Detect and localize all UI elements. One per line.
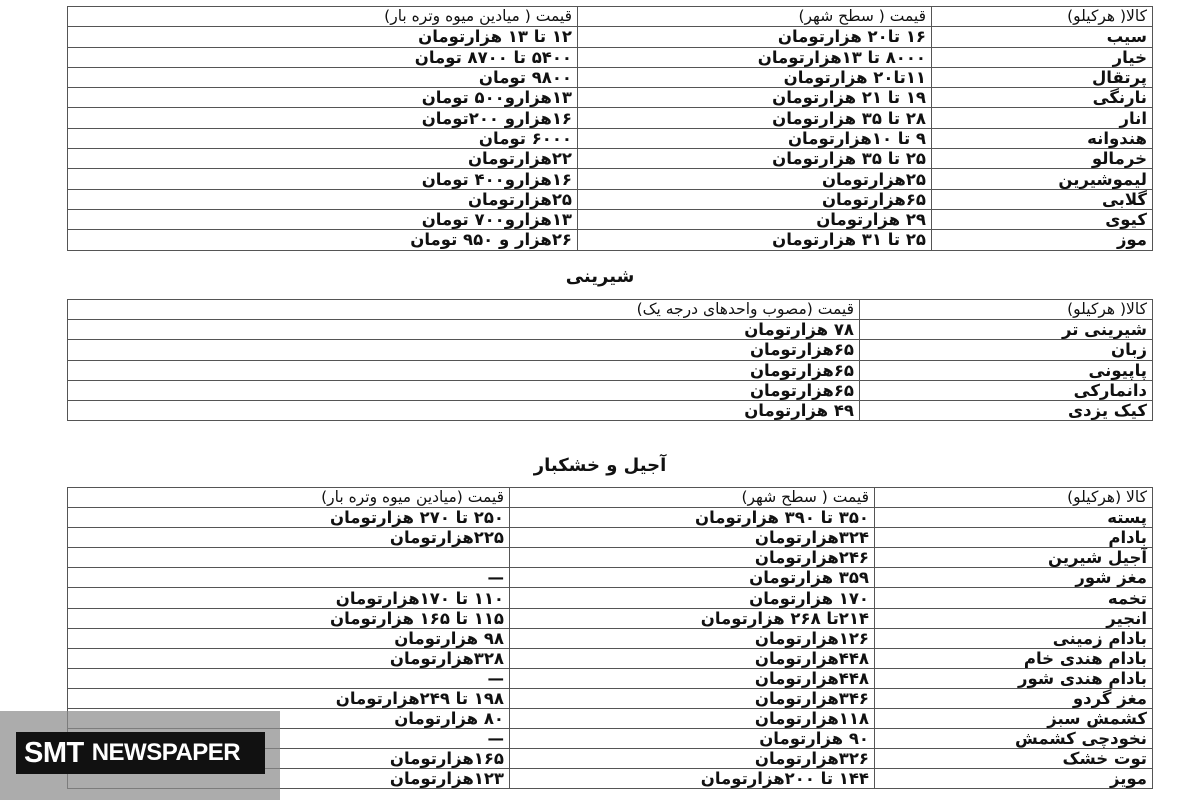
table-row xyxy=(68,528,1153,548)
cell-price-city: ۲۱۴تا ۲۶۸ هزارتومان xyxy=(510,608,875,628)
watermark-logo xyxy=(16,732,265,774)
cell-item: کیک یزدی xyxy=(860,400,1153,420)
cell-item: کیوی xyxy=(932,209,1153,229)
cell-price-city: ۸۰۰۰ تا ۱۳هزارتومان xyxy=(578,47,932,67)
cell-price-market: ۱۶هزارو ۲۰۰تومان xyxy=(68,108,578,128)
cell-price-city: ۲۸ تا ۳۵ هزارتومان xyxy=(578,108,932,128)
table-row xyxy=(68,608,1153,628)
cell-price-city: ۶۵هزارتومان xyxy=(68,360,860,380)
cell-price-city: ۳۲۶هزارتومان xyxy=(510,749,875,769)
column-header-item: کالا( هرکیلو) xyxy=(932,7,1153,27)
cell-item: بادام هندی شور xyxy=(875,668,1153,688)
table-row xyxy=(68,108,1153,128)
cell-price-market: ۸۰ هزارتومان xyxy=(68,709,510,729)
table-header-row xyxy=(68,300,1153,320)
cell-item: مغز گردو xyxy=(875,688,1153,708)
table-row xyxy=(68,688,1153,708)
cell-price-market: ۹۸ هزارتومان xyxy=(68,628,510,648)
cell-price-city: ۷۸ هزارتومان xyxy=(68,320,860,340)
cell-item: خرمالو xyxy=(932,149,1153,169)
cell-price-market: ۱۱۰ تا ۱۷۰هزارتومان xyxy=(68,588,510,608)
cell-price-market: — xyxy=(68,568,510,588)
cell-price-city: ۶۵هزارتومان xyxy=(68,380,860,400)
cell-price-city: ۲۵ تا ۳۵ هزارتومان xyxy=(578,149,932,169)
sweets-table-body xyxy=(68,300,1153,421)
cell-price-market: ۱۳هزارو۷۰۰ تومان xyxy=(68,209,578,229)
cell-price-city: ۳۴۶هزارتومان xyxy=(510,688,875,708)
table-row xyxy=(68,360,1153,380)
cell-item: کشمش سبز xyxy=(875,709,1153,729)
table-row xyxy=(68,668,1153,688)
cell-item: انار xyxy=(932,108,1153,128)
cell-price-market: ۵۴۰۰ تا ۸۷۰۰ تومان xyxy=(68,47,578,67)
cell-price-city: ۶۵هزارتومان xyxy=(68,340,860,360)
table-row xyxy=(68,648,1153,668)
table-row xyxy=(68,508,1153,528)
cell-price-city: ۳۵۰ تا ۳۹۰ هزارتومان xyxy=(510,508,875,528)
column-header-item: کالا (هرکیلو) xyxy=(875,488,1153,508)
cell-price-market: ۱۶۵هزارتومان xyxy=(68,749,510,769)
cell-price-market: ۶۰۰۰ تومان xyxy=(68,128,578,148)
cell-item: لیموشیرین xyxy=(932,169,1153,189)
cell-item: بادام xyxy=(875,528,1153,548)
cell-price-market: ۲۵هزارتومان xyxy=(68,189,578,209)
cell-price-city: ۶۵هزارتومان xyxy=(578,189,932,209)
table-row xyxy=(68,149,1153,169)
cell-price-city: ۱۱۸هزارتومان xyxy=(510,709,875,729)
cell-price-city: ۳۵۹ هزارتومان xyxy=(510,568,875,588)
cell-price-city: ۴۹ هزارتومان xyxy=(68,400,860,420)
cell-price-market: ۲۶هزار و ۹۵۰ تومان xyxy=(68,230,578,250)
cell-item: توت خشک xyxy=(875,749,1153,769)
table-row xyxy=(68,400,1153,420)
column-header-price-market: قیمت (میادین میوه وتره بار) xyxy=(68,488,510,508)
cell-item: مویز xyxy=(875,769,1153,789)
watermark-brand: SMT xyxy=(24,736,84,769)
cell-price-market: ۱۲ تا ۱۳ هزارتومان xyxy=(68,27,578,47)
cell-price-market: ۲۵۰ تا ۲۷۰ هزارتومان xyxy=(68,508,510,528)
cell-item: شیرینی تر xyxy=(860,320,1153,340)
cell-price-city: ۱۲۶هزارتومان xyxy=(510,628,875,648)
cell-price-city: ۲۵هزارتومان xyxy=(578,169,932,189)
table-row xyxy=(68,189,1153,209)
table-row xyxy=(68,230,1153,250)
cell-item: نخودچی کشمش xyxy=(875,729,1153,749)
cell-item: پاپیونی xyxy=(860,360,1153,380)
table-row xyxy=(68,380,1153,400)
newspaper-watermark xyxy=(0,711,280,800)
cell-price-city: ۱۱تا۲۰ هزارتومان xyxy=(578,67,932,87)
watermark-name: NEWSPAPER xyxy=(91,739,241,766)
cell-price-market: — xyxy=(68,729,510,749)
column-header-price-city: قیمت (مصوب واحدهای درجه یک) xyxy=(68,300,860,320)
column-header-price-city: قیمت ( سطح شهر) xyxy=(578,7,932,27)
table-row xyxy=(68,209,1153,229)
sweets-price-table xyxy=(67,299,1153,421)
cell-price-city: ۴۴۸هزارتومان xyxy=(510,648,875,668)
table-row xyxy=(68,47,1153,67)
cell-item: بادام هندی خام xyxy=(875,648,1153,668)
table-row xyxy=(68,340,1153,360)
table-row xyxy=(68,320,1153,340)
cell-price-market: ۲۲هزارتومان xyxy=(68,149,578,169)
cell-price-city: ۱۷۰ هزارتومان xyxy=(510,588,875,608)
cell-price-city: ۹ تا ۱۰هزارتومان xyxy=(578,128,932,148)
cell-item: پسته xyxy=(875,508,1153,528)
column-header-item: کالا( هرکیلو) xyxy=(860,300,1153,320)
cell-price-city: ۲۴۶هزارتومان xyxy=(510,548,875,568)
cell-item: بادام زمینی xyxy=(875,628,1153,648)
fruit-price-table xyxy=(67,6,1153,251)
table-row xyxy=(68,588,1153,608)
cell-price-city: ۲۵ تا ۳۱ هزارتومان xyxy=(578,230,932,250)
cell-price-city: ۹۰ هزارتومان xyxy=(510,729,875,749)
cell-price-market: ۹۸۰۰ تومان xyxy=(68,67,578,87)
cell-price-market: ۱۱۵ تا ۱۶۵ هزارتومان xyxy=(68,608,510,628)
table-row xyxy=(68,88,1153,108)
cell-item: مغز شور xyxy=(875,568,1153,588)
cell-price-city: ۱۴۴ تا ۲۰۰هزارتومان xyxy=(510,769,875,789)
cell-price-market: ۱۳هزارو۵۰۰ تومان xyxy=(68,88,578,108)
nuts-section-title: آجیل و خشکبار xyxy=(533,455,667,476)
cell-item: موز xyxy=(932,230,1153,250)
cell-item: زبان xyxy=(860,340,1153,360)
column-header-price-city: قیمت ( سطح شهر) xyxy=(510,488,875,508)
table-row xyxy=(68,27,1153,47)
table-header-row xyxy=(68,488,1153,508)
cell-item: نارنگی xyxy=(932,88,1153,108)
cell-price-market: ۲۲۵هزارتومان xyxy=(68,528,510,548)
cell-item: هندوانه xyxy=(932,128,1153,148)
cell-item: پرتقال xyxy=(932,67,1153,87)
table-header-row xyxy=(68,7,1153,27)
cell-price-city: ۴۴۸هزارتومان xyxy=(510,668,875,688)
table-row xyxy=(68,628,1153,648)
fruit-table-body xyxy=(68,7,1153,251)
table-row xyxy=(68,548,1153,568)
cell-item: خیار xyxy=(932,47,1153,67)
cell-price-city: ۱۹ تا ۲۱ هزارتومان xyxy=(578,88,932,108)
table-row xyxy=(68,67,1153,87)
cell-price-market: ۱۹۸ تا ۲۴۹هزارتومان xyxy=(68,688,510,708)
cell-price-market xyxy=(68,548,510,568)
cell-item: تخمه xyxy=(875,588,1153,608)
sweets-section-title: شیرینی xyxy=(565,266,635,287)
cell-price-market: ۳۲۸هزارتومان xyxy=(68,648,510,668)
column-header-price-market: قیمت ( میادین میوه وتره بار) xyxy=(68,7,578,27)
cell-price-market: ۱۶هزارو۴۰۰ تومان xyxy=(68,169,578,189)
table-row xyxy=(68,568,1153,588)
cell-item: دانمارکی xyxy=(860,380,1153,400)
table-row xyxy=(68,128,1153,148)
cell-price-market: — xyxy=(68,668,510,688)
cell-item: انجیر xyxy=(875,608,1153,628)
cell-price-city: ۲۹ هزارتومان xyxy=(578,209,932,229)
cell-item: گلابی xyxy=(932,189,1153,209)
table-row xyxy=(68,169,1153,189)
cell-price-city: ۱۶ تا۲۰ هزارتومان xyxy=(578,27,932,47)
cell-price-market: ۱۲۳هزارتومان xyxy=(68,769,510,789)
cell-price-city: ۳۲۴هزارتومان xyxy=(510,528,875,548)
cell-item: آجیل شیرین xyxy=(875,548,1153,568)
cell-item: سیب xyxy=(932,27,1153,47)
